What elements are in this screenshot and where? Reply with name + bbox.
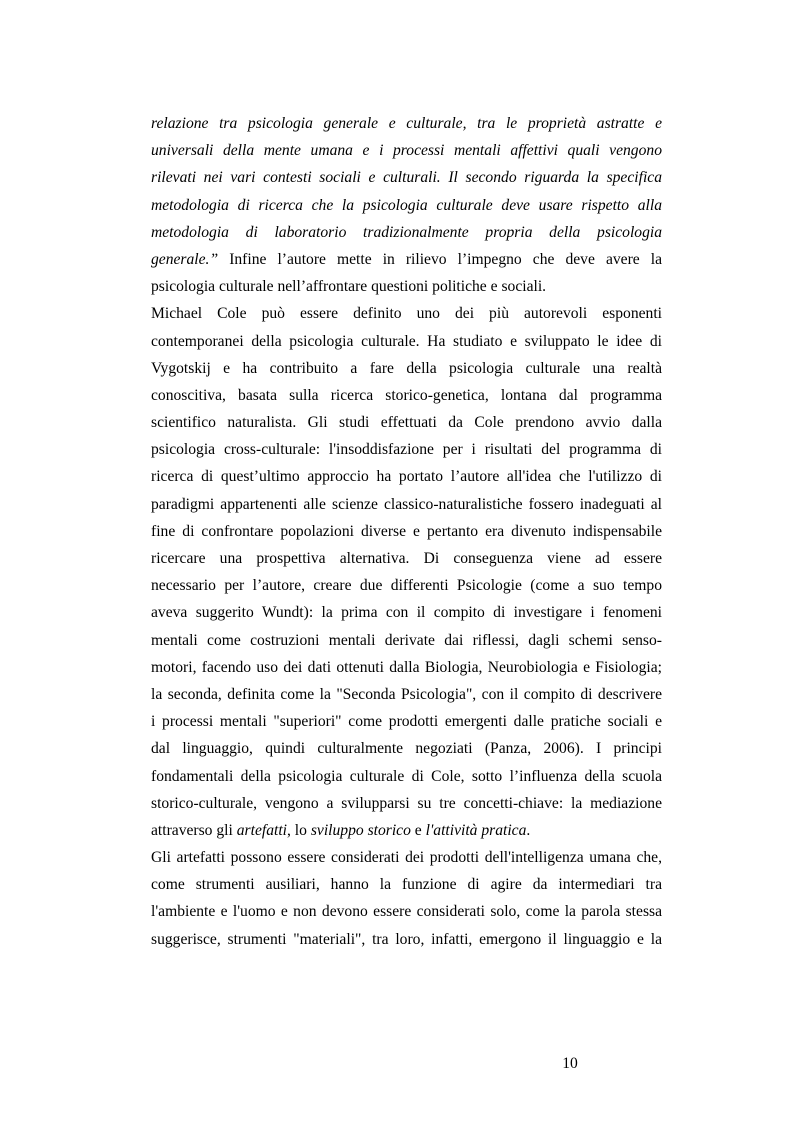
text-line [151, 110, 662, 137]
text-line [151, 518, 662, 545]
text-line [151, 137, 662, 164]
text-run: Vygotskij e ha contribuito a fare della psicologia culturale una realtà [151, 359, 662, 377]
text-line [151, 192, 662, 219]
text-line [151, 572, 662, 599]
text-line [151, 926, 662, 953]
text-line [151, 627, 662, 654]
text-run: psicologia cross-culturale: l'insoddisfazione per i risultati del programma di [151, 441, 662, 459]
text-run: l'ambiente e l'uomo e non devono essere considerati solo, come la parola stessa [151, 903, 662, 921]
text-line [151, 219, 662, 246]
text-line [151, 790, 662, 817]
text-line [151, 654, 662, 681]
text-run: mentali come costruzioni mentali derivate dai riflessi, dagli schemi senso- [151, 631, 662, 649]
italic-text: metodologia di laboratorio tradizionalmente propria della psicologia [151, 223, 662, 241]
text-run: ricerca di quest’ultimo approccio ha portato l’autore all'idea che l'utilizzo di [151, 468, 662, 486]
italic-text: relazione tra psicologia generale e culturale, tra le proprietà astratte e [151, 115, 662, 132]
text-run: fondamentali della psicologia culturale di Cole, sotto l’influenza della scuola [151, 767, 662, 785]
paragraph [151, 300, 662, 844]
text-run: la seconda, definita come la "Seconda Psicologia", con il compito di descrivere [151, 685, 662, 703]
text-run: Gli artefatti possono essere considerati dei prodotti dell'intelligenza umana che, [151, 849, 662, 867]
text-line [151, 436, 662, 463]
text-run: . [526, 821, 531, 839]
italic-text: l'attività pratica [425, 821, 527, 839]
paragraph [151, 110, 662, 300]
text-run: e [410, 821, 426, 839]
text-run: necessario per l’autore, creare due differenti Psicologie (come a suo tempo [151, 577, 662, 595]
italic-text: artefatti [236, 821, 287, 839]
text-line [151, 491, 662, 518]
italic-text: rilevati nei vari contesti sociali e culturali. Il secondo riguarda la specifica [151, 169, 662, 187]
italic-text: universali della mente umana e i processi mentali affettivi quali vengono [151, 142, 662, 160]
text-run: conoscitiva, basata sulla ricerca storico-genetica, lontana dal programma [151, 386, 662, 404]
text-run: dal linguaggio, quindi culturalmente negoziati (Panza, 2006). I principi [151, 740, 662, 758]
paragraph [151, 844, 662, 953]
text-run: scientifico naturalista. Gli studi effettuati da Cole prendono avvio dalla [151, 414, 662, 432]
italic-text: generale.” [151, 250, 219, 268]
text-line [151, 246, 662, 273]
text-line [151, 681, 662, 708]
text-run: paradigmi appartenenti alle scienze classico-naturalistiche fossero inadeguati al [151, 495, 662, 513]
text-line [151, 545, 662, 572]
text-run: Michael Cole può essere definito uno dei più autorevoli esponenti [151, 305, 662, 323]
text-run: psicologia culturale nell’affrontare questioni politiche e sociali. [151, 278, 547, 296]
text-line [151, 735, 662, 762]
text-line [151, 328, 662, 355]
body-text [151, 110, 662, 953]
text-run: suggerisce, strumenti "materiali", tra loro, infatti, emergono il linguaggio e la [151, 930, 662, 948]
text-run: attraverso gli [151, 821, 237, 839]
text-line [151, 463, 662, 490]
text-line [151, 300, 662, 327]
text-run: motori, facendo uso dei dati ottenuti dalla Biologia, Neurobiologia e Fisiologia; [151, 658, 662, 676]
text-run: i processi mentali "superiori" come prodotti emergenti dalle pratiche sociali e [151, 713, 662, 731]
text-line [151, 763, 662, 790]
text-run: storico-culturale, vengono a svilupparsi su tre concetti-chiave: la mediazione [151, 794, 662, 812]
text-run: contemporanei della psicologia culturale. Ha studiato e sviluppato le idee di [151, 332, 662, 350]
text-run: ricercare una prospettiva alternativa. Di conseguenza viene ad essere [151, 550, 662, 567]
text-line [151, 871, 662, 898]
text-line [151, 355, 662, 382]
text-run: fine di confrontare popolazioni diverse e pertanto era divenuto indispensabile [151, 522, 662, 540]
page-number: 10 [562, 1055, 578, 1072]
text-run: aveva suggerito Wundt): la prima con il compito di investigare i fenomeni [151, 604, 662, 622]
italic-text: metodologia di ricerca che la psicologia culturale deve usare rispetto alla [151, 196, 662, 214]
text-run: , lo [287, 821, 311, 839]
text-line [151, 599, 662, 626]
text-line [151, 164, 662, 191]
text-run: Infine l’autore mette in rilievo l’impegno che deve avere la [218, 250, 662, 268]
text-line [151, 817, 662, 844]
text-line [151, 382, 662, 409]
text-line [151, 273, 662, 300]
text-line [151, 409, 662, 436]
italic-text: sviluppo storico [310, 821, 411, 839]
text-run: come strumenti ausiliari, hanno la funzione di agire da intermediari tra [151, 876, 662, 894]
text-line [151, 844, 662, 871]
text-line [151, 708, 662, 735]
text-line [151, 898, 662, 925]
